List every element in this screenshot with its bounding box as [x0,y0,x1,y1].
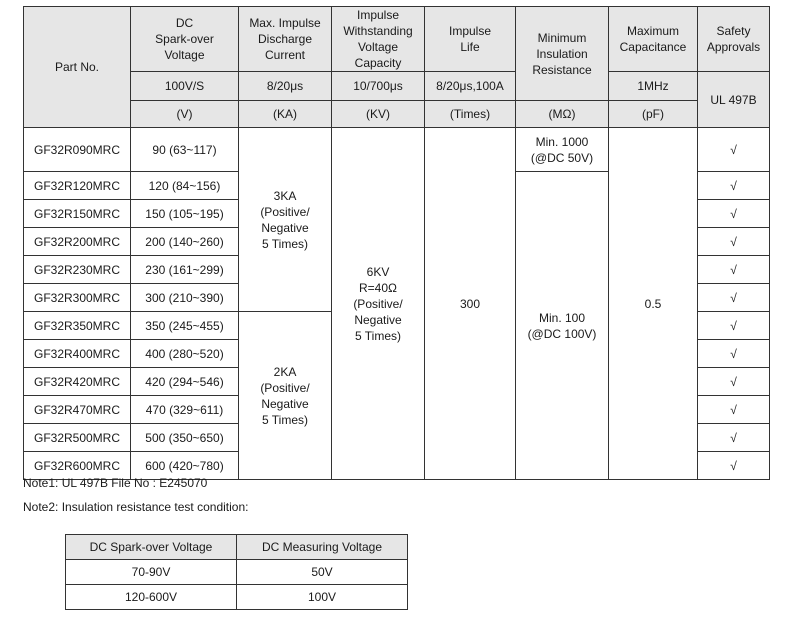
spark-voltage-cell: 470 (329~611) [131,396,239,424]
test-condition-table [65,534,408,610]
cond-cell: 100V [237,585,408,610]
spark-voltage-cell: 90 (63~117) [131,128,239,172]
safety-check-cell: √ [698,312,770,340]
impulse-life-cell: 300 [425,128,516,480]
header-dc-spark-unit: (V) [131,101,239,128]
spark-voltage-cell: 300 (210~390) [131,284,239,312]
header-withstanding-sub: 10/700μs [332,72,425,101]
spark-voltage-cell: 600 (420~780) [131,452,239,480]
header-part-no: Part No. [24,7,131,128]
spark-voltage-cell: 200 (140~260) [131,228,239,256]
header-impulse-life: Impulse Life [425,7,516,72]
header-withstanding-unit: (KV) [332,101,425,128]
spark-voltage-cell: 350 (245~455) [131,312,239,340]
safety-check-cell: √ [698,284,770,312]
spark-voltage-cell: 400 (280~520) [131,340,239,368]
safety-check-cell: √ [698,256,770,284]
part-number-cell: GF32R200MRC [24,228,131,256]
part-number-cell: GF32R120MRC [24,172,131,200]
insulation-resistance-cell: Min. 1000 (@DC 50V) [516,128,609,172]
part-number-cell: GF32R090MRC [24,128,131,172]
table-row [24,128,770,172]
header-life-unit: (Times) [425,101,516,128]
safety-check-cell: √ [698,128,770,172]
withstanding-voltage-cell: 6KV R=40Ω (Positive/ Negative 5 Times) [332,128,425,480]
header-life-sub: 8/20μs,100A [425,72,516,101]
discharge-current-cell: 3KA (Positive/ Negative 5 Times) [239,128,332,312]
spark-voltage-cell: 120 (84~156) [131,172,239,200]
part-number-cell: GF32R470MRC [24,396,131,424]
safety-check-cell: √ [698,200,770,228]
insulation-resistance-cell: Min. 100 (@DC 100V) [516,172,609,480]
table-row [66,560,408,585]
safety-check-cell: √ [698,340,770,368]
cond-header-measuring: DC Measuring Voltage [237,535,408,560]
spark-voltage-cell: 150 (105~195) [131,200,239,228]
header-dc-spark-sub: 100V/S [131,72,239,101]
part-number-cell: GF32R500MRC [24,424,131,452]
header-insulation: Minimum Insulation Resistance [516,7,609,101]
safety-check-cell: √ [698,368,770,396]
header-capacitance: Maximum Capacitance [609,7,698,72]
header-discharge-unit: (KA) [239,101,332,128]
spark-voltage-cell: 420 (294~546) [131,368,239,396]
specification-table [23,6,770,480]
discharge-current-cell: 2KA (Positive/ Negative 5 Times) [239,312,332,480]
part-number-cell: GF32R150MRC [24,200,131,228]
cond-cell: 120-600V [66,585,237,610]
safety-check-cell: √ [698,396,770,424]
part-number-cell: GF32R420MRC [24,368,131,396]
header-dc-spark: DC Spark-over Voltage [131,7,239,72]
part-number-cell: GF32R350MRC [24,312,131,340]
safety-check-cell: √ [698,424,770,452]
note-1: Note1: UL 497B File No : E245070 [23,476,208,490]
part-number-cell: GF32R300MRC [24,284,131,312]
cond-header-spark: DC Spark-over Voltage [66,535,237,560]
safety-check-cell: √ [698,172,770,200]
header-discharge-sub: 8/20μs [239,72,332,101]
capacitance-cell: 0.5 [609,128,698,480]
header-insulation-unit: (MΩ) [516,101,609,128]
header-safety-sub: UL 497B [698,72,770,128]
part-number-cell: GF32R230MRC [24,256,131,284]
cond-cell: 50V [237,560,408,585]
header-impulse-withstanding: Impulse Withstanding Voltage Capacity [332,7,425,72]
table-row [66,585,408,610]
cond-cell: 70-90V [66,560,237,585]
note-2: Note2: Insulation resistance test condition: [23,500,249,514]
safety-check-cell: √ [698,452,770,480]
part-number-cell: GF32R400MRC [24,340,131,368]
header-capacitance-unit: (pF) [609,101,698,128]
header-capacitance-sub: 1MHz [609,72,698,101]
header-impulse-discharge: Max. Impulse Discharge Current [239,7,332,72]
spark-voltage-cell: 230 (161~299) [131,256,239,284]
safety-check-cell: √ [698,228,770,256]
spark-voltage-cell: 500 (350~650) [131,424,239,452]
header-safety: Safety Approvals [698,7,770,72]
part-number-cell: GF32R600MRC [24,452,131,480]
